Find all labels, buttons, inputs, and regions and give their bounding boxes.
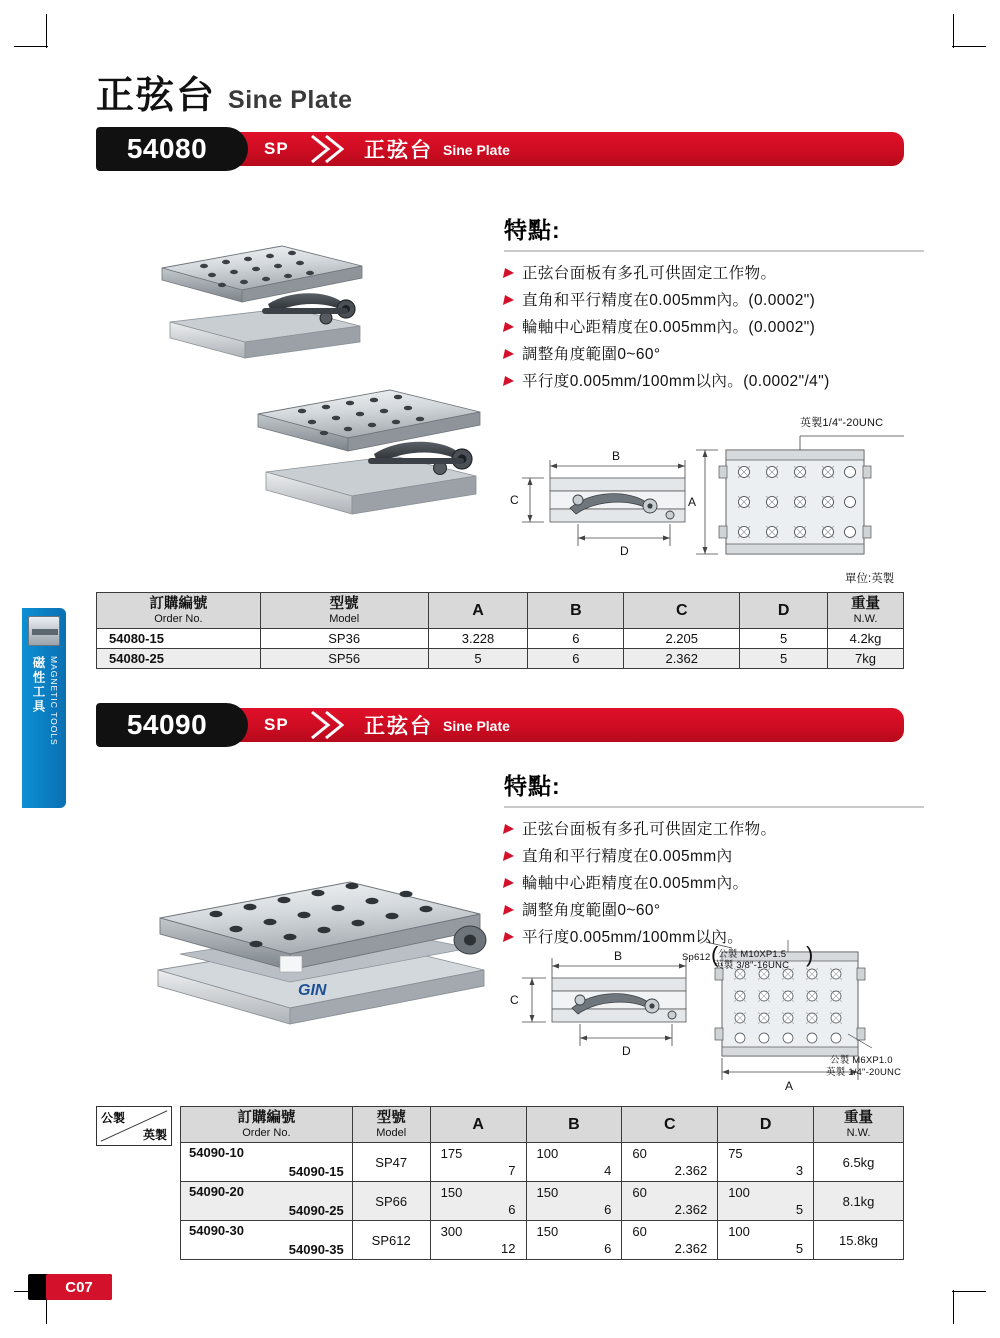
cell-d	[718, 1143, 814, 1182]
section-code-54080: 54080	[96, 127, 248, 171]
side-tab-magnetic-tools[interactable]	[22, 608, 66, 808]
cell-a: 3.228	[428, 629, 528, 649]
dim-label-b: B	[612, 449, 621, 463]
value-metric: 175	[440, 1146, 463, 1162]
cell-d: 5	[740, 649, 828, 669]
order-no-metric: 54090-30	[189, 1223, 244, 1239]
value-dual-a	[435, 1184, 522, 1218]
page-title-cn: 正弦台	[96, 75, 217, 117]
product-photo-sp612	[140, 830, 500, 1030]
feature-text: 輪軸中心距精度在0.005mm內。	[522, 875, 749, 893]
value-dual-b	[531, 1184, 618, 1218]
thread-note-top-imperial: 英製 3/8"-16UNC	[714, 960, 790, 971]
features-heading: 特點:	[504, 773, 561, 799]
bullet-triangle-icon	[503, 349, 515, 359]
value-dual-c	[626, 1145, 713, 1179]
feature-text: 輪軸中心距精度在0.005mm內。(0.0002")	[522, 319, 816, 337]
bullet-triangle-icon	[503, 322, 515, 332]
order-no-dual	[185, 1145, 348, 1179]
bullet-triangle-icon	[503, 851, 515, 861]
order-no-imperial: 54090-25	[288, 1203, 344, 1219]
th-order-no: 訂購編號 Order No.	[181, 1107, 353, 1143]
side-tab-label-en: MAGNETIC TOOLS	[49, 656, 59, 746]
value-dual-c	[626, 1223, 713, 1257]
bullet-triangle-icon	[503, 824, 515, 834]
value-dual-a	[435, 1145, 522, 1179]
bullet-triangle-icon	[503, 878, 515, 888]
table-header-row	[181, 1107, 904, 1143]
value-imperial: 5	[795, 1241, 804, 1257]
section-badge-sp: SP	[264, 139, 289, 158]
value-imperial: 2.362	[674, 1202, 708, 1218]
cell-model: SP47	[352, 1143, 430, 1182]
feature-text: 調整角度範圍0~60°	[522, 902, 661, 920]
thread-note-54080: 英製1/4"-20UNC	[800, 417, 884, 429]
bullet-triangle-icon	[503, 376, 515, 386]
cell-order-no	[181, 1143, 353, 1182]
dim-label-c: C	[510, 493, 519, 507]
spec-table-54090	[180, 1106, 904, 1260]
cell-c: 2.362	[624, 649, 740, 669]
feature-item	[504, 845, 924, 869]
table-row	[181, 1221, 904, 1260]
cell-weight: 4.2kg	[828, 629, 904, 649]
cell-order-no	[181, 1221, 353, 1260]
bullet-triangle-icon	[503, 268, 515, 278]
table-row	[97, 629, 904, 649]
cell-weight: 7kg	[828, 649, 904, 669]
feature-item	[504, 899, 924, 923]
value-imperial: 6	[604, 1241, 612, 1257]
order-no-metric: 54090-10	[189, 1145, 244, 1161]
feature-text: 直角和平行精度在0.005mm內。(0.0002")	[522, 292, 816, 310]
section-title-en: Sine Plate	[443, 718, 510, 734]
cell-model: SP36	[260, 629, 428, 649]
section-title-group	[364, 708, 510, 742]
value-imperial: 12	[501, 1241, 516, 1257]
value-dual-a	[435, 1223, 522, 1257]
cell-weight: 8.1kg	[814, 1182, 904, 1221]
th-model: 型號 Model	[260, 593, 428, 629]
value-imperial: 7	[508, 1163, 516, 1179]
value-metric: 75	[728, 1146, 743, 1162]
value-metric: 100	[536, 1146, 559, 1162]
magnet-tool-icon	[28, 616, 60, 646]
note-paren-close: )	[806, 942, 814, 967]
side-tab-label-cn: 磁性工具	[31, 656, 45, 714]
th-d: D	[718, 1107, 814, 1143]
value-dual-b	[531, 1223, 618, 1257]
feature-item	[504, 316, 924, 340]
table-header-row	[97, 593, 904, 629]
cell-order-no: 54080-15	[97, 629, 261, 649]
unit-key-box	[96, 1106, 172, 1146]
section-badge-sp: SP	[264, 715, 289, 734]
unit-note-54080: 單位:英製	[845, 573, 895, 585]
cell-b	[526, 1143, 622, 1182]
cell-c	[622, 1143, 718, 1182]
value-metric: 150	[536, 1185, 559, 1201]
crop-mark	[14, 46, 48, 47]
svg-text:GIN: GIN	[298, 982, 327, 999]
note-paren-open: (	[711, 942, 719, 967]
cell-model: SP612	[352, 1221, 430, 1260]
diagram-note-model: Sp612	[682, 952, 711, 963]
crop-mark	[46, 14, 47, 48]
section-code-54090: 54090	[96, 703, 248, 747]
section-header-54080	[96, 132, 904, 166]
th-weight: 重量 N.W.	[828, 593, 904, 629]
cell-weight: 6.5kg	[814, 1143, 904, 1182]
th-d: D	[740, 593, 828, 629]
crop-mark	[953, 1290, 954, 1324]
crop-mark	[953, 14, 954, 48]
cell-a	[430, 1182, 526, 1221]
chevron-right-icon	[310, 711, 344, 739]
spec-table-54080	[96, 592, 904, 669]
technical-drawing-54080	[500, 420, 920, 590]
cell-a: 5	[428, 649, 528, 669]
cell-a	[430, 1143, 526, 1182]
th-order-no: 訂購編號 Order No.	[97, 593, 261, 629]
feature-item	[504, 872, 924, 896]
cell-d	[718, 1182, 814, 1221]
th-b: B	[528, 593, 624, 629]
value-metric: 150	[440, 1185, 463, 1201]
feature-text: 正弦台面板有多孔可供固定工作物。	[522, 265, 777, 282]
page-title	[96, 64, 353, 119]
cell-model: SP66	[352, 1182, 430, 1221]
unit-key-metric: 公製	[101, 1111, 126, 1125]
bullet-triangle-icon	[503, 905, 515, 915]
th-b: B	[526, 1107, 622, 1143]
value-imperial: 3	[795, 1163, 804, 1179]
features-heading: 特點:	[504, 217, 561, 243]
table-row	[97, 649, 904, 669]
order-no-metric: 54090-20	[189, 1184, 244, 1200]
cell-d: 5	[740, 629, 828, 649]
feature-item	[504, 262, 924, 286]
thread-note-bottom-imperial: 英製 1/4"-20UNC	[826, 1067, 902, 1078]
side-tab-text	[22, 656, 66, 806]
section-title-cn: 正弦台	[364, 715, 433, 738]
dim-label-d: D	[622, 1044, 631, 1058]
chevron-right-icon	[310, 135, 344, 163]
section-title-cn: 正弦台	[364, 139, 433, 162]
section-title-group	[364, 132, 510, 166]
table-row	[181, 1182, 904, 1221]
cell-a	[430, 1221, 526, 1260]
product-photo-sp56-lower	[244, 372, 494, 522]
thread-note-top-metric: 公製 M10XP1.5	[718, 949, 787, 960]
value-metric: 100	[728, 1185, 750, 1201]
cell-b: 6	[528, 629, 624, 649]
value-metric: 60	[632, 1185, 647, 1201]
order-no-imperial: 54090-35	[288, 1242, 344, 1258]
cell-order-no: 54080-25	[97, 649, 261, 669]
order-no-dual	[185, 1184, 348, 1218]
cell-weight: 15.8kg	[814, 1221, 904, 1260]
dim-label-b: B	[614, 949, 623, 963]
feature-item	[504, 370, 924, 394]
value-imperial: 6	[508, 1202, 516, 1218]
order-no-dual	[185, 1223, 348, 1257]
value-dual-d	[722, 1223, 809, 1257]
value-imperial: 6	[604, 1202, 612, 1218]
crop-mark	[952, 46, 986, 47]
dim-label-d: D	[620, 544, 629, 558]
value-metric: 100	[728, 1224, 750, 1240]
value-dual-d	[722, 1184, 809, 1218]
th-a: A	[430, 1107, 526, 1143]
section-header-54090	[96, 708, 904, 742]
cell-d	[718, 1221, 814, 1260]
value-imperial: 4	[604, 1163, 612, 1179]
page-title-en: Sine Plate	[228, 86, 353, 114]
feature-item	[504, 818, 924, 842]
features-54090	[504, 768, 924, 953]
section-title-en: Sine Plate	[443, 142, 510, 158]
order-no-imperial: 54090-15	[288, 1164, 344, 1180]
value-dual-d	[722, 1145, 809, 1179]
crop-mark	[952, 1291, 986, 1292]
cell-b	[526, 1182, 622, 1221]
th-model: 型號 Model	[352, 1107, 430, 1143]
th-weight: 重量 N.W.	[814, 1107, 904, 1143]
cell-c	[622, 1221, 718, 1260]
value-imperial: 5	[795, 1202, 804, 1218]
feature-text: 調整角度範圍0~60°	[522, 346, 661, 364]
value-dual-b	[531, 1145, 618, 1179]
feature-text: 平行度0.005mm/100mm以內。	[522, 929, 744, 947]
product-photo-sp36-upper	[150, 230, 380, 365]
footer-page-code: C07	[46, 1274, 112, 1300]
feature-item	[504, 343, 924, 367]
cell-b	[526, 1221, 622, 1260]
unit-key-imperial: 英製	[142, 1128, 167, 1142]
dim-label-a: A	[688, 495, 697, 509]
th-c: C	[624, 593, 740, 629]
divider	[504, 806, 924, 808]
value-imperial: 2.362	[674, 1241, 708, 1257]
cell-model: SP56	[260, 649, 428, 669]
cell-c	[622, 1182, 718, 1221]
cell-b: 6	[528, 649, 624, 669]
features-list	[504, 262, 924, 394]
cell-c: 2.205	[624, 629, 740, 649]
value-metric: 150	[536, 1224, 559, 1240]
dim-label-c: C	[510, 993, 519, 1007]
feature-text: 正弦台面板有多孔可供固定工作物。	[522, 821, 777, 838]
table-row	[181, 1143, 904, 1182]
bullet-triangle-icon	[503, 295, 515, 305]
features-54080	[504, 212, 924, 397]
value-metric: 300	[440, 1224, 463, 1240]
thread-note-bottom-metric: 公製 M6XP1.0	[830, 1055, 893, 1066]
th-a: A	[428, 593, 528, 629]
value-imperial: 2.362	[674, 1163, 708, 1179]
feature-text: 平行度0.005mm/100mm以內。(0.0002"/4")	[522, 373, 830, 391]
cell-order-no	[181, 1182, 353, 1221]
feature-item	[504, 289, 924, 313]
feature-text: 直角和平行精度在0.005mm內	[522, 848, 733, 866]
divider	[504, 250, 924, 252]
value-metric: 60	[632, 1224, 647, 1240]
value-metric: 60	[632, 1146, 647, 1162]
th-c: C	[622, 1107, 718, 1143]
dim-label-a: A	[785, 1079, 794, 1093]
value-dual-c	[626, 1184, 713, 1218]
